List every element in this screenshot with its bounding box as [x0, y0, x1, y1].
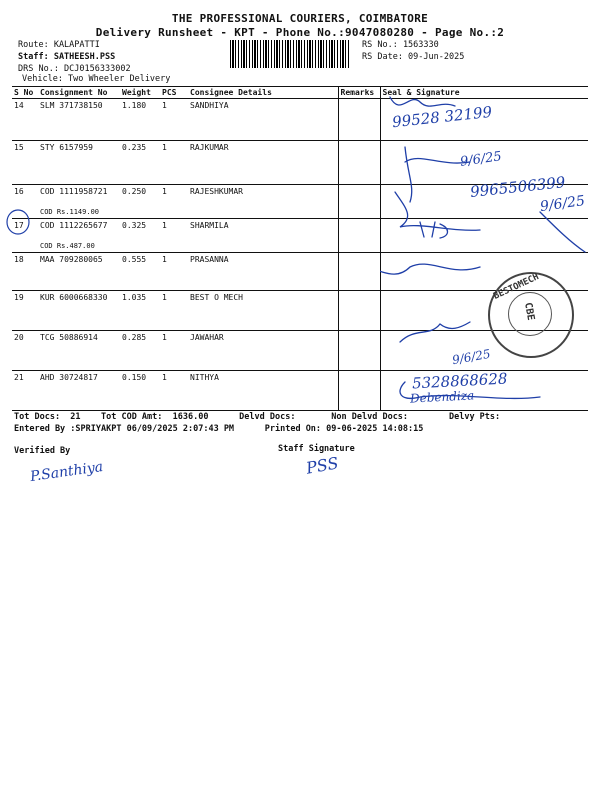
barcode: [230, 40, 350, 68]
cell-sno: 20: [12, 331, 38, 371]
verifier-signature: P.Santhiya: [29, 458, 105, 486]
cell-pcs: 1: [160, 99, 188, 141]
cell-sno: 14: [12, 99, 38, 141]
col-remarks: Remarks: [338, 87, 380, 99]
company-title: THE PROFESSIONAL COURIERS, COIMBATORE: [171, 12, 429, 25]
route-label: Route: KALAPATTI: [18, 40, 100, 50]
cell-pcs: 1: [160, 141, 188, 185]
cell-consignee: SHARMILA: [188, 219, 338, 253]
handwritten-name-3: Debendiza: [409, 388, 475, 406]
cell-consignee: RAJESHKUMAR: [188, 185, 338, 219]
stamp-text: BESTOMECH: [492, 272, 541, 302]
consignment-number: COD 1112265677: [40, 221, 108, 230]
staff-label: Staff: SATHEESH.PSS: [18, 52, 116, 62]
drs-number: DRS No.: DCJ0156333002: [18, 64, 131, 74]
handwritten-date-2: 9/6/25: [539, 192, 586, 216]
col-consignment: Consignment No: [38, 87, 120, 99]
entered-by-line: Entered By :SPRIYAKPT 06/09/2025 2:07:43 PM Printed On: 09-06-2025 14:08:15: [14, 424, 424, 434]
cell-sno: 19: [12, 291, 38, 331]
cell-consignee: NITHYA: [188, 371, 338, 411]
cod-amount: COD Rs.487.00: [40, 242, 95, 250]
col-weight: Weight: [120, 87, 160, 99]
cell-remarks: [338, 371, 380, 411]
runsheet-subtitle: Delivery Runsheet - KPT - Phone No.:9047080280 - Page No.:2: [95, 26, 505, 39]
cell-consignment: STY 6157959: [38, 141, 120, 185]
cell-consignment: AHD 30724817: [38, 371, 120, 411]
cell-sno: 17: [12, 219, 38, 253]
handwritten-date-1: 9/6/25: [459, 149, 503, 170]
cell-weight: 0.555: [120, 253, 160, 291]
signature-stroke-4: [420, 222, 448, 238]
signature-stroke-7: [400, 322, 470, 342]
cell-remarks: [338, 331, 380, 371]
cell-weight: 0.150: [120, 371, 160, 411]
vehicle-label: Vehicle: Two Wheeler Delivery: [22, 74, 171, 84]
handwritten-phone-2: 9965506399: [469, 173, 567, 201]
cell-weight: 0.325: [120, 219, 160, 253]
cell-sno: 15: [12, 141, 38, 185]
cell-consignment: MAA 709280065: [38, 253, 120, 291]
consignment-number: COD 1111958721: [40, 187, 108, 196]
col-sno: S No: [12, 87, 38, 99]
signature-stroke-5: [540, 212, 585, 252]
staff-signature-label: Staff Signature: [278, 444, 355, 454]
rs-number: RS No.: 1563330: [362, 40, 439, 50]
cell-weight: 1.035: [120, 291, 160, 331]
totals-line: Tot Docs: 21 Tot COD Amt: 1636.00 Delvd Docs: Non Delvd Docs: Delvy Pts:: [14, 412, 501, 422]
verified-by-label: Verified By: [14, 446, 71, 456]
cell-weight: 0.250: [120, 185, 160, 219]
cell-weight: 1.180: [120, 99, 160, 141]
col-consignee: Consignee Details: [188, 87, 338, 99]
cod-amount: COD Rs.1149.00: [40, 208, 100, 216]
cell-pcs: 1: [160, 185, 188, 219]
cell-sno: 21: [12, 371, 38, 411]
staff-signature: PSS: [304, 453, 340, 478]
row-mark-circle: [4, 208, 34, 238]
cell-consignee: PRASANNA: [188, 253, 338, 291]
col-signature: Seal & Signature: [380, 87, 588, 99]
cell-remarks: [338, 99, 380, 141]
signature-stroke-3: [395, 192, 480, 230]
signature-stroke-6: [380, 264, 480, 274]
handwritten-date-3: 9/6/25: [451, 346, 492, 368]
cell-remarks: [338, 253, 380, 291]
signature-stroke-1: [390, 97, 455, 106]
cell-weight: 0.235: [120, 141, 160, 185]
cell-consignee: BEST O MECH: [188, 291, 338, 331]
cell-sno: 18: [12, 253, 38, 291]
cell-pcs: 1: [160, 371, 188, 411]
cell-remarks: [338, 141, 380, 185]
cell-consignment: TCG 50886914: [38, 331, 120, 371]
cell-consignment: KUR 6000668330: [38, 291, 120, 331]
cell-consignee: RAJKUMAR: [188, 141, 338, 185]
cell-weight: 0.285: [120, 331, 160, 371]
rs-date: RS Date: 09-Jun-2025: [362, 52, 465, 62]
cell-sno: 16: [12, 185, 38, 219]
handwritten-phone-3: 5328868628: [411, 369, 508, 393]
handwritten-phone-1: 99528 32199: [391, 102, 493, 132]
cell-remarks: [338, 291, 380, 331]
cell-consignment: [38, 185, 120, 219]
col-pcs: PCS: [160, 87, 188, 99]
cell-consignee: JAWAHAR: [188, 331, 338, 371]
cell-pcs: 1: [160, 331, 188, 371]
cell-remarks: [338, 185, 380, 219]
stamp-city: CBE: [522, 301, 537, 322]
cell-consignment: [38, 219, 120, 253]
cell-pcs: 1: [160, 219, 188, 253]
cell-pcs: 1: [160, 253, 188, 291]
cell-remarks: [338, 219, 380, 253]
cell-consignment: SLM 371738150: [38, 99, 120, 141]
cell-pcs: 1: [160, 291, 188, 331]
cell-consignee: SANDHIYA: [188, 99, 338, 141]
